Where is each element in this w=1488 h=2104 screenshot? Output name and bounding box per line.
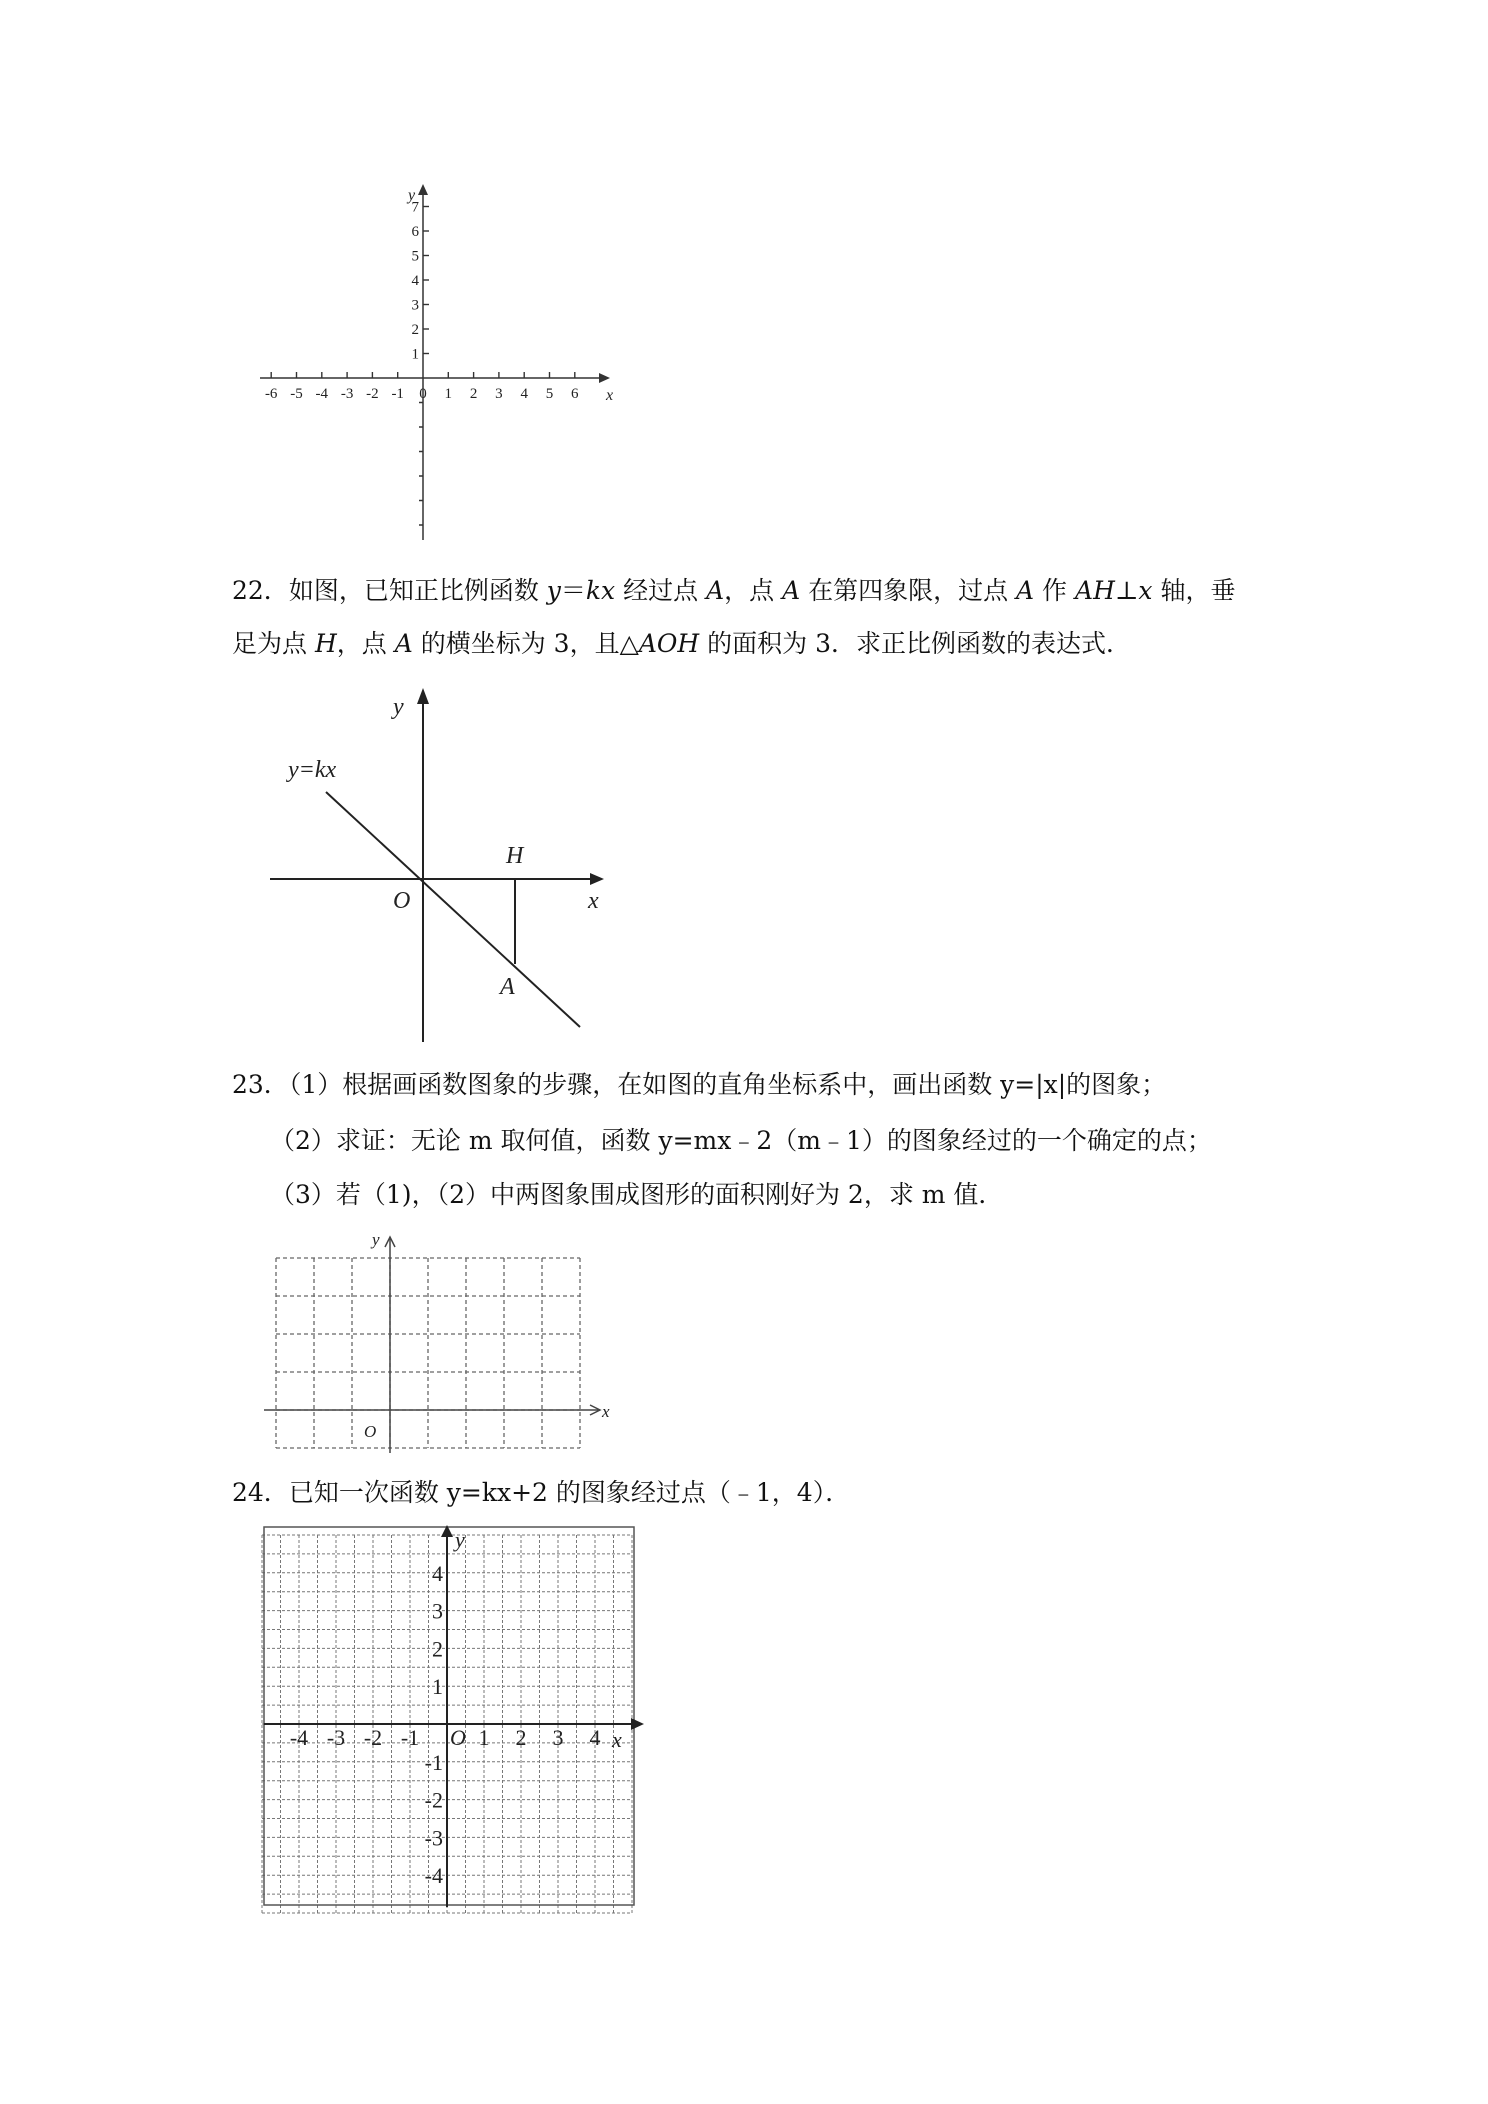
fig2-origin-label: O [393,888,411,914]
fig1-x-tick-label: 2 [469,386,478,402]
fig1-x-tick-label: 4 [520,386,528,402]
fig4-y-tick-label: 1 [432,1674,443,1700]
q22-var: A [394,629,413,658]
figure-2-proportional-function [260,682,630,1047]
q22-var: A [782,576,801,605]
q23-text: （3）若（1)，（2）中两图象围成图形的面积刚好为 2，求 m 值． [270,1180,1004,1209]
q22-text: ⊥ [1114,576,1139,605]
q22-text: ，点 [724,576,783,605]
fig4-x-arrow [631,1718,644,1730]
fig1-y-tick-label: 7 [411,199,419,216]
question-22-line-2 [232,631,1131,656]
fig2-point-a-label: A [500,974,515,1000]
q22-text: ＝ [560,576,586,605]
q23-text: （1）根据画函数图象的步骤，在如图的直角坐标系中，画出函数 y=|x|的图象； [288,1070,1167,1099]
fig4-x-tick-label: -4 [289,1725,309,1750]
fig2-line-label: y=kx [288,757,337,783]
fig4-x-tick-label: 4 [589,1725,601,1750]
fig3-origin-label: O [364,1422,377,1441]
question-23-line-2 [270,1128,1212,1153]
fig2-y-arrow [417,688,429,704]
figure-4-coordinate-grid [262,1525,652,1910]
fig4-y-label: y [455,1527,465,1552]
fig1-y-tick-label: 3 [411,297,419,314]
fig1-axes [260,192,602,540]
fig4-border [264,1527,634,1905]
fig4-x-tick-label: 1 [478,1725,490,1750]
fig2-point-h-label: H [506,843,524,869]
q22-var: AOH [638,629,700,658]
fig1-y-tick-label: 6 [411,224,419,240]
q22-text: 在第四象限，过点 [800,576,1017,605]
q22-text: 足为点 [232,629,315,658]
q22-var: AH [1075,576,1115,605]
fig2-line-y-kx [326,792,580,1027]
fig2-x-label: x [588,888,599,914]
question-number: 22． [232,576,289,605]
question-24 [232,1480,850,1505]
q22-text: ，点 [336,629,395,658]
fig1-y-tick-label: 1 [411,346,419,363]
fig4-y-tick-label: -1 [424,1749,443,1775]
fig1-x-tick-label: 5 [545,386,554,402]
fig1-y-tick-label: 2 [411,322,419,338]
q22-text: 作 [1034,576,1076,605]
fig1-x-tick-label: -3 [340,386,354,402]
fig4-y-tick-label: 3 [432,1598,443,1624]
q22-var: A [706,576,725,605]
fig1-x-tick-label: -2 [366,386,379,402]
question-23-line-3 [270,1182,1003,1207]
fig1-y-arrow [418,184,428,195]
fig1-x-label: x [606,387,614,404]
fig3-x-label: x [602,1402,610,1421]
fig1-x-tick-label: 6 [571,386,579,402]
q22-text: 如图，已知正比例函数 [288,576,547,605]
fig4-x-label: x [612,1727,622,1752]
figure-3-dashed-grid [260,1225,620,1455]
question-22-line-1 [232,578,1235,603]
fig2-y-label: y [393,694,404,720]
fig2-x-arrow [590,873,604,885]
question-number: 23． [232,1070,289,1099]
fig3-y-label: y [372,1230,380,1249]
fig4-x-tick-label: -1 [400,1725,420,1750]
q22-var: H [314,629,337,658]
figure-1-axes [250,180,630,550]
q22-text: 轴，垂 [1152,576,1236,605]
fig4-y-tick-label: -3 [424,1825,443,1851]
fig4-y-tick-label: 4 [432,1560,443,1586]
fig4-origin-label: O [450,1725,466,1750]
q22-text: 的横坐标为 3，且△ [412,629,639,658]
q22-var: A [1016,576,1035,605]
q23-text: （2）求证：无论 m 取何值，函数 y=mx﹣2（m﹣1）的图象经过的一个确定的点； [270,1126,1212,1155]
q22-text: 的面积为 3．求正比例函数的表达式． [699,629,1131,658]
fig4-x-tick-label: -3 [326,1725,346,1750]
fig1-y-tick-label: 4 [411,273,419,289]
fig4-x-tick-label: 2 [515,1725,527,1750]
fig1-x-arrow [599,373,610,383]
q22-text: 经过点 [615,576,707,605]
fig1-x-tick-label: 0 [419,386,427,402]
fig4-y-tick-label: -2 [424,1787,443,1813]
fig4-x-tick-label: -2 [363,1725,383,1750]
fig1-y-label: y [408,187,416,204]
fig1-x-tick-label: 3 [495,386,503,402]
fig1-x-tick-label: 1 [444,386,453,402]
q22-var: kx [585,576,616,605]
q22-var: x [1138,576,1153,605]
q24-text: 已知一次函数 y=kx+2 的图象经过点（﹣1，4）． [288,1478,851,1507]
q22-var: y [546,576,561,605]
fig1-y-tick-label: 5 [411,248,419,265]
fig1-x-tick-label: -4 [315,386,329,402]
fig1-x-tick-label: -6 [264,386,278,402]
fig4-x-tick-label: 3 [552,1725,564,1750]
fig4-y-tick-label: 2 [432,1636,443,1662]
fig1-x-tick-label: -5 [290,386,303,402]
fig1-x-tick-label: -1 [391,386,404,402]
fig4-y-tick-label: -4 [424,1863,443,1889]
question-23-line-1 [232,1072,1166,1097]
question-number: 24． [232,1478,289,1507]
